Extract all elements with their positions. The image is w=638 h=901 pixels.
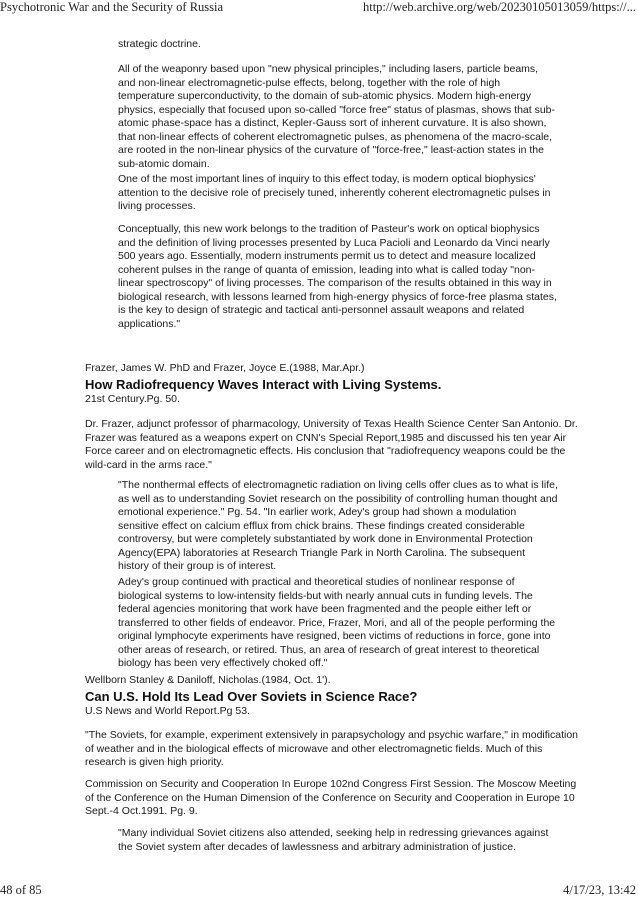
citation-title: Can U.S. Hold Its Lead Over Soviets in Science Race? xyxy=(85,689,418,704)
citation-author: Wellborn Stanley & Daniloff, Nicholas.(1984, Oct. 1'). xyxy=(85,674,331,686)
quote-paragraph: Adey's group continued with practical and theoretical studies of nonlinear response of biological systems to low-intensity fields-but with nearly annual cuts in funding levels. The federal agencies monitoring that work have been fragmented and the people either left or transferred to other fields of endeavor. Price, Frazer, Mori, and all of the people performing the original lymphocyte experiments have resigned, been victims of reductions in force, gone into other areas of research, or retired. Thus, an area of research of great interest to theoretical biology has been very effectively choked off." xyxy=(118,576,556,669)
print-footer xyxy=(0,883,638,899)
quote-paragraph: Conceptually, this new work belongs to the tradition of Pasteur's work on optical biophysics and the definition of living processes presented by Luca Pacioli and Leonardo da Vinci nearly 500 years ago. Essentially, modern instruments permit us to detect and measure localized coherent pulses in the range of quanta of emission, leading into what is called today "non-linear spectroscopy" of living processes. The comparison of the results obtained in this way in biological research, with lessons learned from high-energy physics of force-free plasma states, is the key to design of strategic and tactical anti-personnel assault weapons and related applications." xyxy=(118,223,557,330)
citation-title: How Radiofrequency Waves Interact with Living Systems. xyxy=(85,377,442,392)
print-timestamp: 4/17/23, 13:42 xyxy=(563,883,636,897)
archive-url[interactable]: http://web.archive.org/web/20230105013059/https://... xyxy=(362,0,636,14)
print-header xyxy=(0,0,638,16)
quote-paragraph: strategic doctrine. xyxy=(118,38,201,50)
citation-author: Frazer, James W. PhD and Frazer, Joyce E.(1988, Mar.Apr.) xyxy=(85,362,365,374)
quote-paragraph: "Many individual Soviet citizens also attended, seeking help in redressing grievances against the Soviet system after decades of lawlessness and arbitrary administration of justice. xyxy=(118,827,549,853)
citation-source: 21st Century.Pg. 50. xyxy=(85,393,180,405)
document-title: Psychotronic War and the Security of Russia xyxy=(0,0,224,14)
citation-paragraph: Dr. Frazer, adjunct professor of pharmacology, University of Texas Health Science Center San Antonio. Dr. Frazer was featured as a weapons expert on CNN's Special Report,1985 and discussed his ten year Air Force career and on electromagnetic effects. His conclusion that "radiofrequency weapons could be the wild-card in the arms race." xyxy=(85,418,578,471)
page-number: 48 of 85 xyxy=(0,883,42,897)
quote-paragraph: All of the weaponry based upon "new physical principles," including lasers, particle beams, and non-linear electromagnetic-pulse effects, belong, together with the role of high temperature superconductivity, to the domain of sub-atomic physics. Modern high-energy physics, especially that focused upon so-called "force free" status of plasmas, shows that sub-atomic phase-space has a distinct, Kepler-Gauss sort of inherent curvature. It is also shown, that non-linear effects of coherent electromagnetic pulses, as phenomena of the macro-scale, are rooted in the non-linear physics of the curvature of "force-free," least-action states in the sub-atomic domain. xyxy=(118,63,556,170)
citation-source: U.S News and World Report.Pg 53. xyxy=(85,705,250,717)
citation-paragraph: "The Soviets, for example, experiment extensively in parapsychology and psychic warfare," in modification of weather and in the biological effects of microwave and other electromagnetic fields. Much of this research is given high priority. xyxy=(85,729,579,768)
citation-paragraph: Commission on Security and Cooperation In Europe 102nd Congress First Session. The Moscow Meeting of the Conference on the Human Dimension of the Conference on Security and Cooperation in Europe 10 Sept.-4 Oct.1991. Pg. 9. xyxy=(85,778,577,817)
quote-paragraph: One of the most important lines of inquiry to this effect today, is modern optical biophysics' attention to the decisive role of precisely tuned, inherently coherent electromagnetic pulses in living processes. xyxy=(118,173,551,212)
quote-paragraph: "The nonthermal effects of electromagnetic radiation on living cells offer clues as to what is life, as well as to understanding Soviet research on the possibility of controlling human thought and emotional experience." Pg. 54. "In earlier work, Adey's group had shown a modulation sensitive effect on calcium efflux from chick brains. These findings created considerable controversy, but were completely substantiated by work done in Environmental Protection Agency(EPA) laboratories at Research Triangle Park in North Carolina. The subsequent history of their group is of interest. xyxy=(118,479,558,572)
